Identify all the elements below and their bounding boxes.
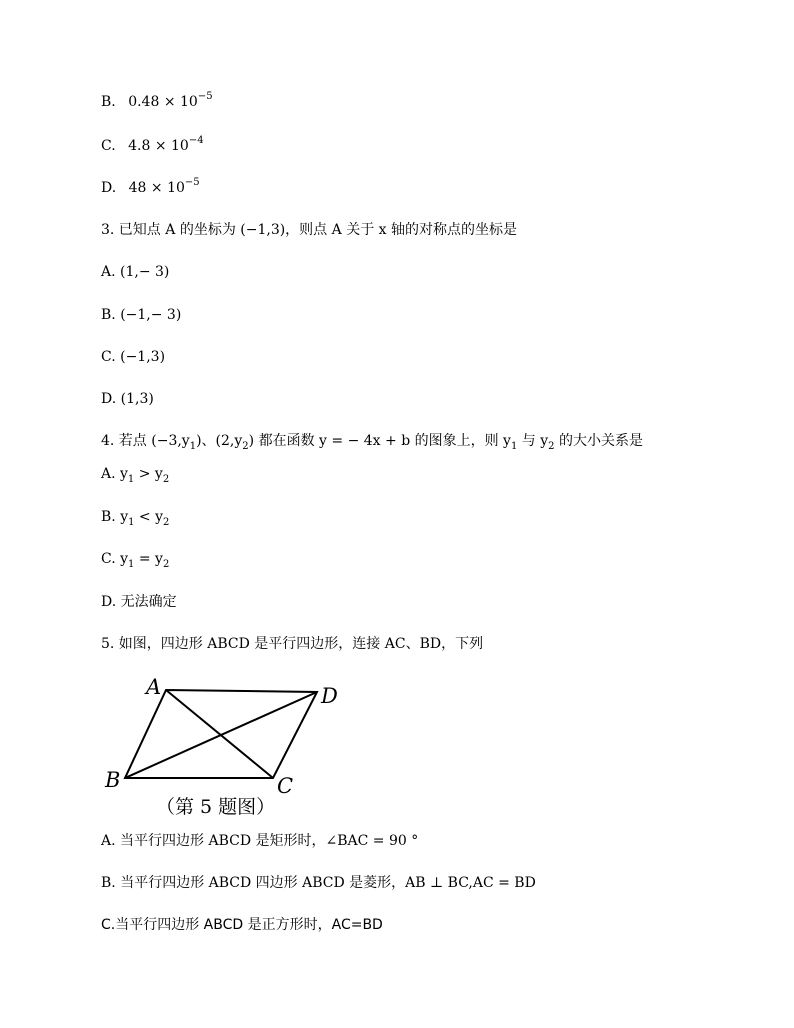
q4-option-a bbox=[101, 464, 169, 486]
subscript: 1 bbox=[127, 474, 135, 485]
option-text: = y bbox=[134, 551, 163, 567]
option-text: C. y bbox=[101, 551, 129, 567]
diagonal-bd bbox=[125, 692, 317, 778]
subscript: 1 bbox=[189, 441, 197, 452]
subscript: 1 bbox=[128, 517, 135, 528]
q2-option-d bbox=[101, 178, 200, 200]
q3-option-a: A. (1,− 3) bbox=[101, 264, 170, 280]
subscript: 1 bbox=[510, 441, 518, 452]
option-mantissa: 4.8 × 10 bbox=[128, 138, 189, 154]
option-mantissa: 48 × 10 bbox=[128, 180, 185, 196]
q2-option-b bbox=[101, 92, 213, 114]
subscript: 2 bbox=[162, 559, 170, 570]
option-prefix: D. bbox=[101, 180, 117, 196]
option-exponent: −5 bbox=[197, 91, 213, 102]
subscript: 2 bbox=[163, 517, 170, 528]
q4-stem bbox=[101, 431, 643, 453]
q5-option-b: B. 当平行四边形 ABCD 四边形 ABCD 是菱形，AB ⊥ BC,AC = BD bbox=[101, 875, 536, 891]
diagonal-ac bbox=[166, 690, 273, 778]
q4-option-d: D. 无法确定 bbox=[101, 594, 177, 610]
option-mantissa: 0.48 × 10 bbox=[128, 94, 198, 110]
vertex-label-d: D bbox=[321, 684, 338, 708]
subscript: 2 bbox=[242, 441, 249, 452]
option-prefix: C. bbox=[101, 138, 116, 154]
option-exponent: −5 bbox=[184, 177, 200, 188]
q4-option-b bbox=[101, 507, 169, 529]
q3-option-b: B. (−1,− 3) bbox=[101, 307, 182, 323]
option-prefix: B. bbox=[101, 94, 116, 110]
q5-option-c: C.当平行四边形 ABCD 是正方形时，AC=BD bbox=[101, 917, 383, 933]
q4-stem-part: 与 y bbox=[517, 433, 549, 449]
option-text: > y bbox=[134, 466, 163, 482]
q4-stem-part: 4. 若点 (−3,y bbox=[101, 433, 190, 449]
q5-option-a: A. 当平行四边形 ABCD 是矩形时，∠BAC = 90 ° bbox=[101, 833, 419, 849]
option-text: A. y bbox=[101, 466, 128, 482]
subscript: 2 bbox=[548, 441, 555, 452]
vertex-label-c: C bbox=[277, 774, 294, 798]
option-text: B. y bbox=[101, 509, 129, 525]
q3-stem: 3. 已知点 A 的坐标为 (−1,3)，则点 A 关于 x 轴的对称点的坐标是 bbox=[101, 222, 517, 238]
subscript: 1 bbox=[128, 559, 135, 570]
q4-stem-part: ) 都在函数 y = − 4x + b 的图象上，则 y bbox=[248, 433, 511, 449]
q3-option-c: C. (−1,3) bbox=[101, 349, 166, 365]
option-exponent: −4 bbox=[188, 135, 204, 146]
q4-stem-part: 的大小关系是 bbox=[554, 433, 643, 449]
subscript: 2 bbox=[162, 474, 170, 485]
q4-option-c bbox=[101, 549, 169, 571]
vertex-label-b: B bbox=[105, 768, 121, 792]
q4-stem-part: )、(2,y bbox=[196, 433, 243, 449]
vertex-label-a: A bbox=[146, 675, 162, 699]
figure-caption: （第 5 题图） bbox=[156, 796, 276, 818]
q3-option-d: D. (1,3) bbox=[101, 391, 154, 407]
q2-option-c bbox=[101, 136, 204, 158]
q5-stem: 5. 如图，四边形 ABCD 是平行四边形，连接 AC、BD，下列 bbox=[101, 636, 484, 652]
option-text: < y bbox=[134, 509, 164, 525]
